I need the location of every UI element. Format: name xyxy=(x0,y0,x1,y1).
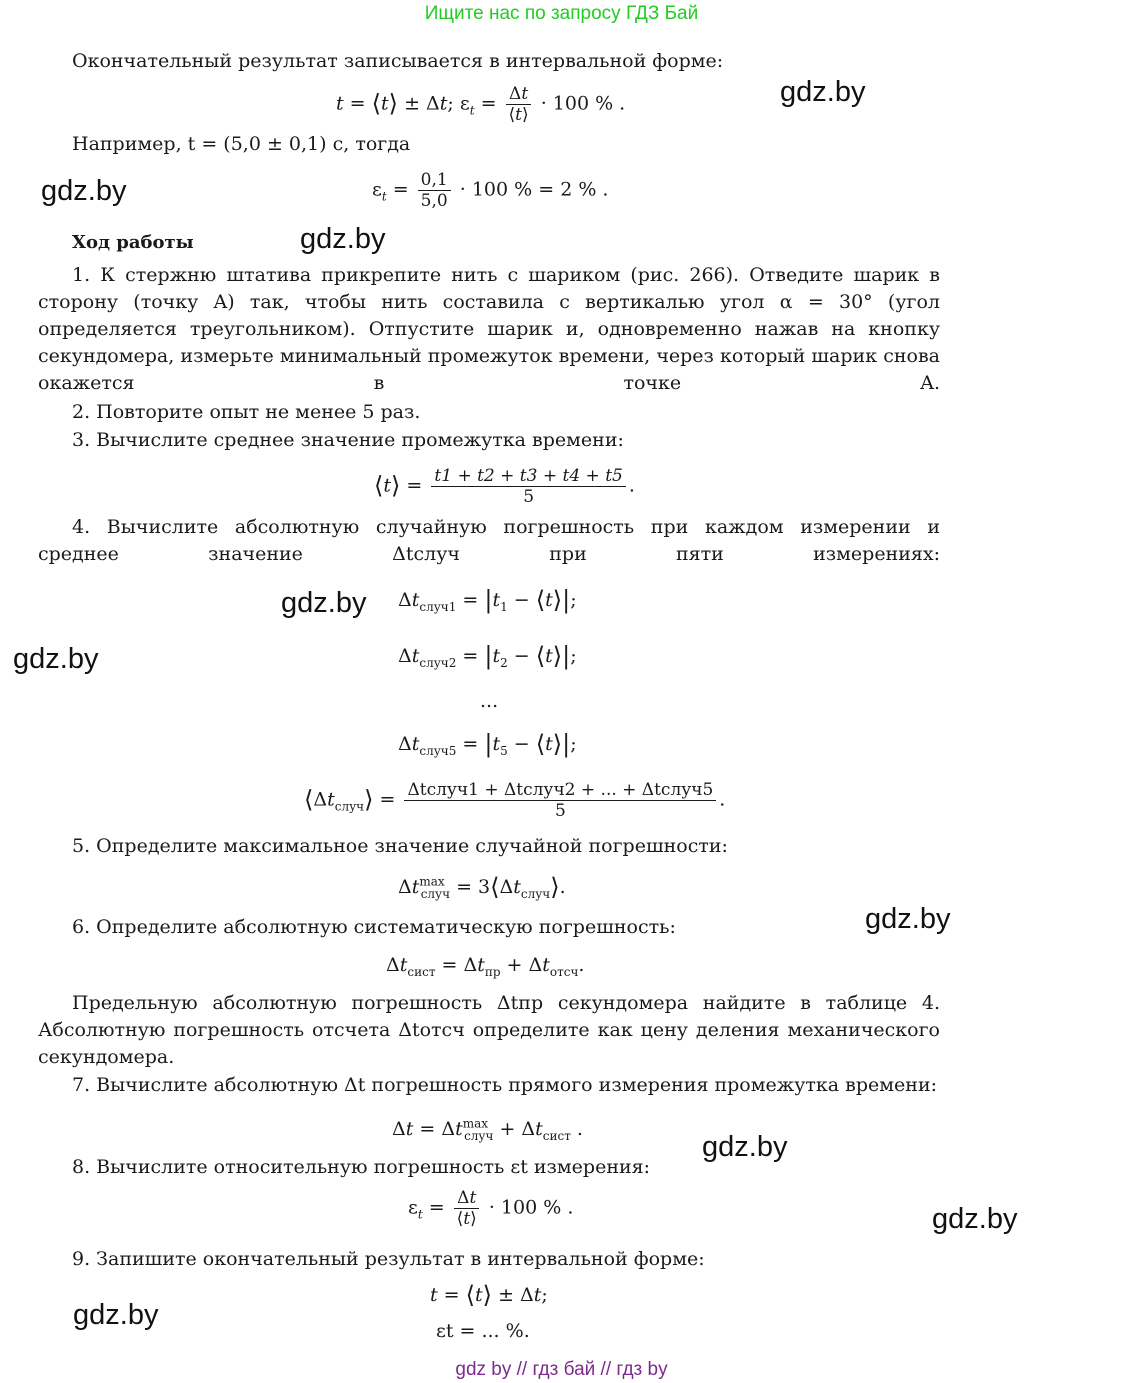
percent-text-2: · 100 % . xyxy=(488,1196,574,1219)
example-line xyxy=(72,131,410,158)
formula-dt5: $\Delta t_{случ5} = |t_5$ − ⟨t⟩|; xyxy=(398,730,577,758)
watermark: gdz.by xyxy=(780,76,866,108)
example-result: · 100 % = 2 % . xyxy=(459,178,609,201)
step-6: 6. Определите абсолютную систематическую погрешность: xyxy=(72,916,676,938)
mean-num: t1 + t2 + t3 + t4 + t5 xyxy=(431,466,625,487)
watermark: gdz.by xyxy=(73,1299,159,1331)
footer-links[interactable]: gdz by // гдз бай // гдз by xyxy=(455,1359,668,1380)
formula-eps: $\varepsilon_t$ = $\frac{\Delta t}{⟨t⟩}$ · 100 % . xyxy=(408,1188,574,1229)
example-formula: t = (5,0 ± 0,1) с, тогда xyxy=(187,133,411,155)
example-num: 0,1 xyxy=(418,170,451,191)
watermark: gdz.by xyxy=(932,1203,1018,1235)
example-eps-formula: $\varepsilon_t$ = $\frac{0,1}{5,0}$ · 100 % = 2 % . xyxy=(372,170,609,211)
step-4-text: 4. Вычислите абсолютную случайную погрешность при каждом измерении и среднее значение Δtслуч при пяти измерениях: xyxy=(38,516,940,565)
formula-final-eps: εt = ... %. xyxy=(436,1320,530,1342)
formula-max: $\Delta t^{max}_{случ}$ = $3⟨\Delta t_{случ}⟩$. xyxy=(398,873,566,901)
step-6-note-text: Предельную абсолютную погрешность Δtпр секундомера найдите в таблице 4. Абсолютную погрешность отсчета Δtотсч определите как цену деления механического секундомера. xyxy=(38,992,940,1068)
formula-mean: ⟨t⟩ = $\frac{t1 + t2 + t3 + t4 + t5}{5}$ . xyxy=(374,466,635,507)
step-3: 3. Вычислите среднее значение промежутка времени: xyxy=(72,429,624,451)
avg-num: Δtслуч1 + Δtслуч2 + ... + Δtслуч5 xyxy=(404,780,716,801)
example-den: 5,0 xyxy=(420,191,448,211)
step-4 xyxy=(38,514,940,568)
formula-final-t: t = ⟨t⟩ ± Δt; xyxy=(430,1281,548,1309)
step-7 xyxy=(38,1072,940,1099)
formula-dt1: $\Delta t_{случ1} = |t_1$ − ⟨t⟩|; xyxy=(398,586,577,614)
watermark: gdz.by xyxy=(865,903,951,935)
formula-interval: t = ⟨t⟩ ± Δt; $\varepsilon_t$ = $\frac{\Delta t}{⟨t⟩}$ · 100 % . xyxy=(336,84,626,125)
formula-avg: $⟨\Delta t_{случ}⟩$ = $\frac{\text{Δtслуч1 + Δtслуч2 + ... + Δtслуч5}}{5}$ . xyxy=(304,780,726,821)
watermark: gdz.by xyxy=(300,223,386,255)
watermark: gdz.by xyxy=(281,587,367,619)
watermark: gdz.by xyxy=(41,175,127,207)
formula-dt-total: $\Delta t = \Delta t^{max}_{случ} + \Delta t_{сист}$ . xyxy=(392,1116,583,1143)
step-5: 5. Определите максимальное значение случайной погрешности: xyxy=(72,835,728,857)
step-7-text: 7. Вычислите абсолютную Δt погрешность прямого измерения промежутка времени: xyxy=(72,1074,938,1096)
percent-text: · 100 % . xyxy=(540,92,626,115)
formula-ellipsis: ... xyxy=(480,690,499,712)
step-1 xyxy=(38,262,940,397)
watermark: gdz.by xyxy=(13,643,99,675)
formula-dt2: $\Delta t_{случ2} = |t_2$ − ⟨t⟩|; xyxy=(398,642,577,670)
step-8: 8. Вычислите относительную погрешность εt измерения: xyxy=(72,1156,651,1178)
avg-den: 5 xyxy=(554,801,566,821)
formula-syst: $\Delta t_{сист} = \Delta t_{пр} + \Delta t_{отсч}$. xyxy=(386,954,585,979)
top-banner: Ищите нас по запросу ГДЗ Бай xyxy=(424,3,699,24)
mean-den: 5 xyxy=(523,487,535,507)
section-title: Ход работы xyxy=(72,232,194,253)
step-2: 2. Повторите опыт не менее 5 раз. xyxy=(72,401,421,423)
intro-text: Окончательный результат записывается в интервальной форме: xyxy=(72,50,724,72)
step-6-note xyxy=(38,990,940,1071)
example-prefix: Например, xyxy=(72,133,182,155)
step-9: 9. Запишите окончательный результат в интервальной форме: xyxy=(72,1248,705,1270)
step-1-text: 1. К стержню штатива прикрепите нить с шариком (рис. 266). Отведите шарик в сторону (точку A) так, чтобы нить составила с вертикалью угол α = 30° (угол определяется треугольником). Отпустите шарик и, одновременно нажав на кнопку секундомера, измерьте минимальный промежуток времени, через который шарик снова окажется в точке A. xyxy=(38,264,940,394)
watermark: gdz.by xyxy=(702,1131,788,1163)
